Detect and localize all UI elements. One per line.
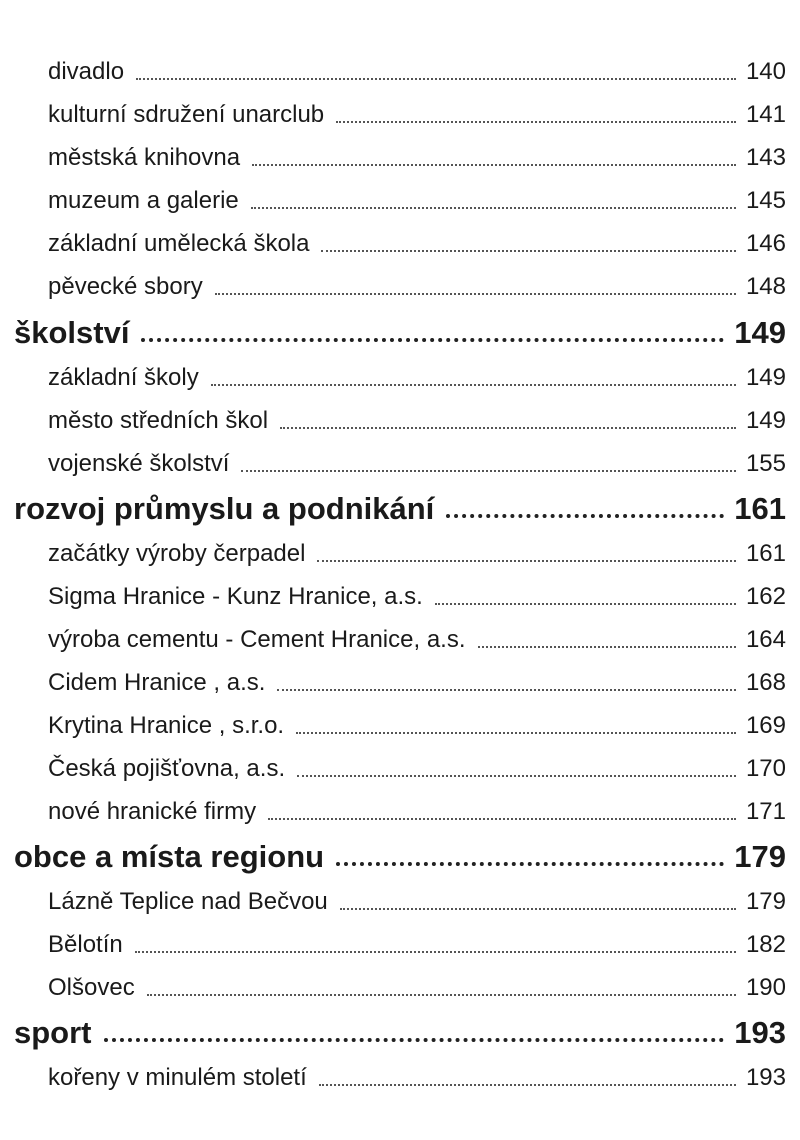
toc-section[interactable] <box>14 315 786 351</box>
toc-entry-label: výroba cementu - Cement Hranice, a.s. <box>48 626 466 653</box>
toc-entry-label: základní školy <box>48 364 199 391</box>
toc-section-label: sport <box>14 1015 92 1050</box>
toc-section-page: 193 <box>734 1015 786 1050</box>
toc-entry-page: 146 <box>745 230 786 257</box>
toc-entry[interactable] <box>48 888 786 916</box>
dot-leader <box>277 688 736 691</box>
toc-entry-label: Lázně Teplice nad Bečvou <box>48 888 328 915</box>
toc-entry-label: divadlo <box>48 58 125 85</box>
toc-entry-label: muzeum a galerie <box>48 187 239 214</box>
dot-leader <box>211 383 736 386</box>
toc-entry[interactable] <box>48 583 786 611</box>
toc-section-label: rozvoj průmyslu a podnikání <box>14 491 435 526</box>
toc-entry-page: 182 <box>745 931 786 958</box>
toc-entry-page: 145 <box>745 187 786 214</box>
toc-section-page: 149 <box>734 315 786 350</box>
toc-entry-page: 179 <box>745 888 786 915</box>
dot-leader <box>268 817 736 820</box>
dot-leader <box>135 950 736 953</box>
dot-leader <box>251 206 736 209</box>
toc-section[interactable] <box>14 491 786 527</box>
toc-entry[interactable] <box>48 273 786 301</box>
dot-leader <box>478 645 736 648</box>
toc-entry-page: 169 <box>745 712 786 739</box>
toc-entry-page: 148 <box>745 273 786 300</box>
toc-entry-label: nové hranické firmy <box>48 798 257 825</box>
toc-entry-label: Sigma Hranice - Kunz Hranice, a.s. <box>48 583 423 610</box>
dot-leader <box>446 513 724 518</box>
toc-entry-label: kulturní sdružení unarclub <box>48 101 325 128</box>
toc-entry[interactable] <box>48 540 786 568</box>
toc-entry-label: město středních škol <box>48 407 269 434</box>
toc-entry[interactable] <box>48 407 786 435</box>
toc-entry[interactable] <box>48 144 786 172</box>
toc-entry[interactable] <box>48 669 786 697</box>
dot-leader <box>435 602 736 605</box>
dot-leader <box>136 77 736 80</box>
toc-entry[interactable] <box>48 1064 786 1092</box>
toc-entry-label: městská knihovna <box>48 144 241 171</box>
dot-leader <box>336 120 736 123</box>
toc-entry[interactable] <box>48 101 786 129</box>
dot-leader <box>147 993 736 996</box>
toc-entry[interactable] <box>48 187 786 215</box>
dot-leader <box>297 774 736 777</box>
toc-section-page: 179 <box>734 839 786 874</box>
dot-leader <box>252 163 736 166</box>
toc-entry-page: 168 <box>745 669 786 696</box>
toc-entry-label: kořeny v minulém století <box>48 1064 307 1091</box>
toc-entry-label: Česká pojišťovna, a.s. <box>48 755 286 782</box>
toc-entry-page: 141 <box>745 101 786 128</box>
toc-section[interactable] <box>14 1015 786 1051</box>
toc-section-page: 161 <box>734 491 786 526</box>
dot-leader <box>215 292 736 295</box>
dot-leader <box>141 337 724 342</box>
toc-entry-page: 149 <box>745 407 786 434</box>
toc-entry-page: 170 <box>745 755 786 782</box>
toc-entry-page: 149 <box>745 364 786 391</box>
toc-entry[interactable] <box>48 450 786 478</box>
toc-entry-label: Bělotín <box>48 931 123 958</box>
toc-entry-label: základní umělecká škola <box>48 230 310 257</box>
toc-entry[interactable] <box>48 755 786 783</box>
toc-entry-page: 162 <box>745 583 786 610</box>
toc-entry[interactable] <box>48 626 786 654</box>
toc-section-label: obce a místa regionu <box>14 839 325 874</box>
toc-section-label: školství <box>14 315 130 350</box>
dot-leader <box>321 249 735 252</box>
toc-entry-label: začátky výroby čerpadel <box>48 540 306 567</box>
toc-entry[interactable] <box>48 58 786 86</box>
dot-leader <box>319 1083 736 1086</box>
toc-entry-label: pěvecké sbory <box>48 273 203 300</box>
dot-leader <box>336 861 724 866</box>
dot-leader <box>104 1037 725 1042</box>
toc-entry-page: 140 <box>745 58 786 85</box>
toc-entry-label: Cidem Hranice , a.s. <box>48 669 266 696</box>
toc-entry-label: vojenské školství <box>48 450 230 477</box>
toc-entry[interactable] <box>48 931 786 959</box>
toc-entry-page: 143 <box>745 144 786 171</box>
dot-leader <box>241 469 736 472</box>
toc-entry[interactable] <box>48 364 786 392</box>
toc-entry[interactable] <box>48 712 786 740</box>
toc-entry[interactable] <box>48 230 786 258</box>
toc-entry[interactable] <box>48 974 786 1002</box>
toc-entry-page: 164 <box>745 626 786 653</box>
toc-entry-page: 161 <box>745 540 786 567</box>
toc-section[interactable] <box>14 839 786 875</box>
toc-entry[interactable] <box>48 798 786 826</box>
dot-leader <box>280 426 736 429</box>
toc-entry-page: 193 <box>745 1064 786 1091</box>
dot-leader <box>317 559 736 562</box>
toc-entry-page: 155 <box>745 450 786 477</box>
toc-entry-label: Krytina Hranice , s.r.o. <box>48 712 285 739</box>
dot-leader <box>296 731 736 734</box>
dot-leader <box>340 907 736 910</box>
toc-entry-label: Olšovec <box>48 974 135 1001</box>
toc-entry-page: 171 <box>745 798 786 825</box>
toc-entry-page: 190 <box>745 974 786 1001</box>
